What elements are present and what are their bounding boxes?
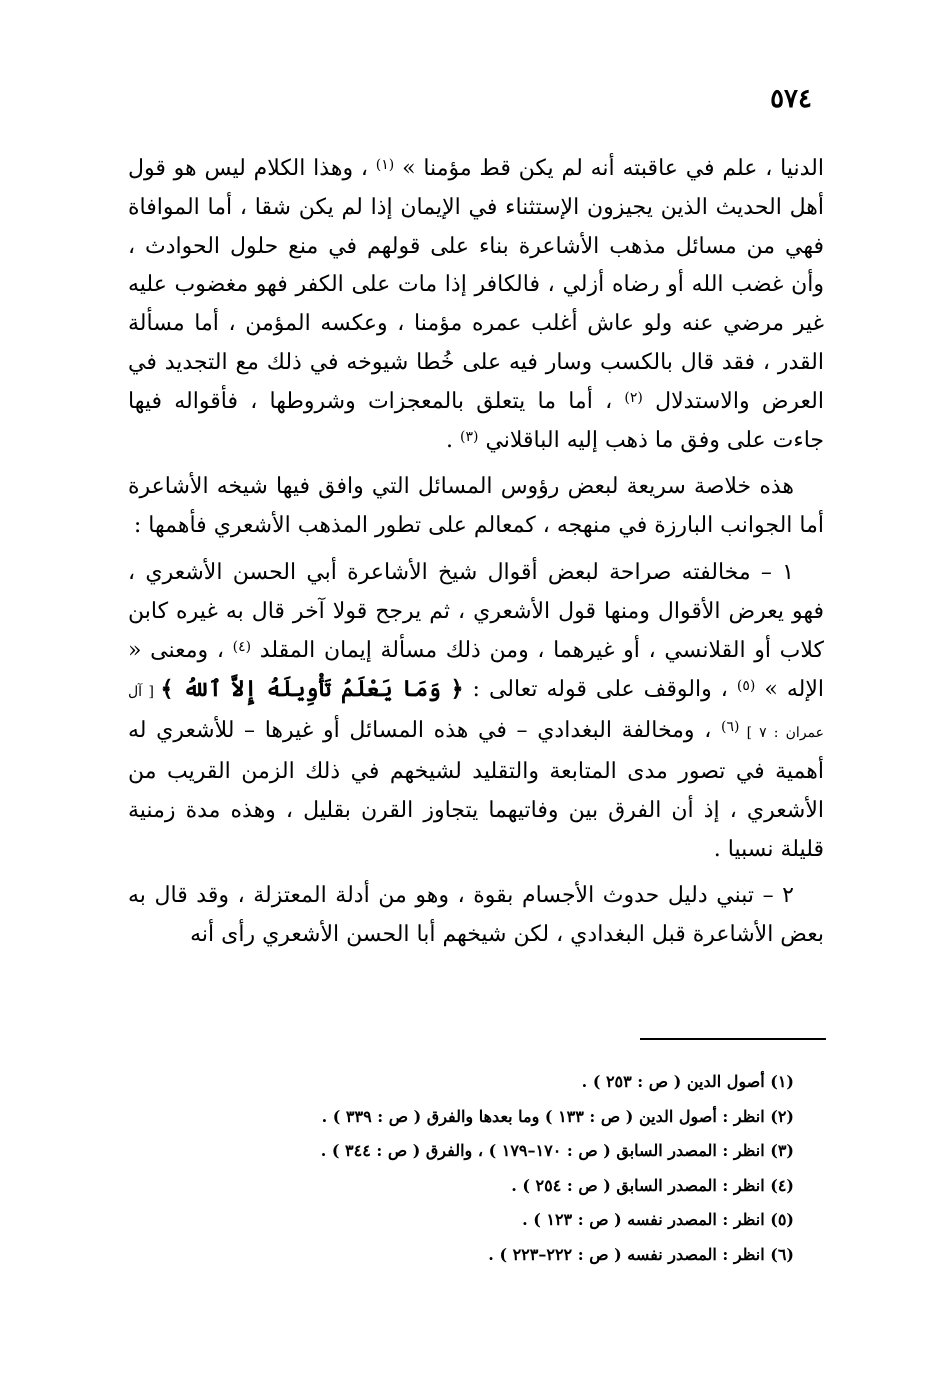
paragraph-1-text-c: ، أما ما يتعلق بالمعجزات وشروطها ، فأقواله فيها جاءت على وفق ما ذهب إليه الباقلاني xyxy=(128,388,824,453)
footnote-ref-2[interactable]: (٢) xyxy=(624,389,643,406)
paragraph-1-text-a: الدنيا ، علم في عاقبته أنه لم يكن قط مؤمنا » xyxy=(394,156,824,181)
main-text xyxy=(128,150,824,955)
paragraph-3-text-b: ، ومعنى « الإله » xyxy=(128,637,824,703)
paragraph-3-text-a: ١ – مخالفته صراحة لبعض أقوال شيخ الأشاعرة أبي الحسن الأشعري ، فهو يعرض الأقوال ومنها قول الأشعري ، ثم يرجح قولا آخر قال به غيره كابن كلاب أو القلانسي ، أو غيرهما ، ومن ذلك مسألة إيمان المقلد xyxy=(128,559,824,663)
paragraph-3-text-c: ، والوقف على قوله تعالى : xyxy=(463,677,737,703)
paragraph-3 xyxy=(128,554,824,869)
paragraph-3-text-d: ، ومخالفة البغدادي – في هذه المسائل أو غيرها – للأشعري له أهمية في تصور مدى المتابعة والتقليد لشيخهم في ذلك الزمن القريب من الأشعري ، إذ أن الفرق بين وفاتيهما يتجاوز القرن بقليل ، وهذه مدة زمنية قليلة نسبيا . xyxy=(128,718,824,862)
footnote-ref-5[interactable]: (٥) xyxy=(736,678,756,695)
paragraph-1-text-b: ، وهذا الكلام ليس هو قول أهل الحديث الذين يجيزون الإستثناء في الإيمان إذا لم يكن شقا ، أما الموافاة فهي من مسائل مذهب الأشاعرة بناء على قولهم في منع حلول الحوادث ، وأن غضب الله أو رضاه أزلي ، فالكافر إذا مات على الكفر فهو مغضوب عليه غير مرضي عنه ولو عاش أغلب عمره مؤمنا ، وعكسه المؤمن ، أما مسألة القدر ، فقد قال بالكسب وسار فيه على خُطا شيوخه في ذلك مع التجديد في العرض والاستدلال xyxy=(128,156,824,414)
paragraph-2: هذه خلاصة سريعة لبعض رؤوس المسائل التي وافق فيها شيخه الأشاعرة أما الجوانب البارزة في منهجه ، كمعالم على تطور المذهب الأشعري فأهمها : xyxy=(128,474,824,539)
footnotes xyxy=(154,1065,794,1272)
paragraph-1-text-d: . xyxy=(445,427,460,453)
footnote-ref-4[interactable]: (٤) xyxy=(232,638,252,655)
quran-reference: [ آل عمران : ٧ ] xyxy=(128,684,824,742)
footnote-1: (١) أصول الدين ( ص : ٢٥٣ ) . xyxy=(581,1072,794,1091)
footnote-4: (٤) انظر : المصدر السابق ( ص : ٢٥٤ ) . xyxy=(511,1175,794,1195)
page-number: ٥٧٤ xyxy=(770,84,812,114)
footnote-6: (٦) انظر : المصدر نفسه ( ص : ٢٢٢–٢٢٣ ) . xyxy=(488,1244,794,1264)
footnote-2: (٢) انظر : أصول الدين ( ص : ١٣٣ ) وما بعدها والفرق ( ص : ٣٣٩ ) . xyxy=(321,1106,794,1126)
paragraph-4: ٢ – تبني دليل حدوث الأجسام بقوة ، وهو من أدلة المعتزلة ، وقد قال به بعض الأشاعرة قبل البغدادي ، لكن شيخهم أبا الحسن الأشعري رأى أنه xyxy=(128,883,824,948)
footnote-5: (٥) انظر : المصدر نفسه ( ص : ١٢٣ ) . xyxy=(522,1210,794,1229)
quran-verse: ﴿ وَمَا يَعْلَمُ تَأْوِيلَهُ إِلاَّ ٱللهُ ﴾ xyxy=(160,676,464,703)
paragraph-1 xyxy=(128,150,824,460)
footnote-ref-3[interactable]: (٣) xyxy=(459,428,479,445)
footnote-3: (٣) انظر : المصدر السابق ( ص : ١٧٠–١٧٩ ) ، والفرق ( ص : ٣٤٤ ) . xyxy=(320,1141,794,1160)
footnote-separator xyxy=(640,1038,826,1040)
footnote-ref-1[interactable]: (١) xyxy=(375,157,395,173)
footnote-ref-6[interactable]: (٦) xyxy=(720,719,740,736)
